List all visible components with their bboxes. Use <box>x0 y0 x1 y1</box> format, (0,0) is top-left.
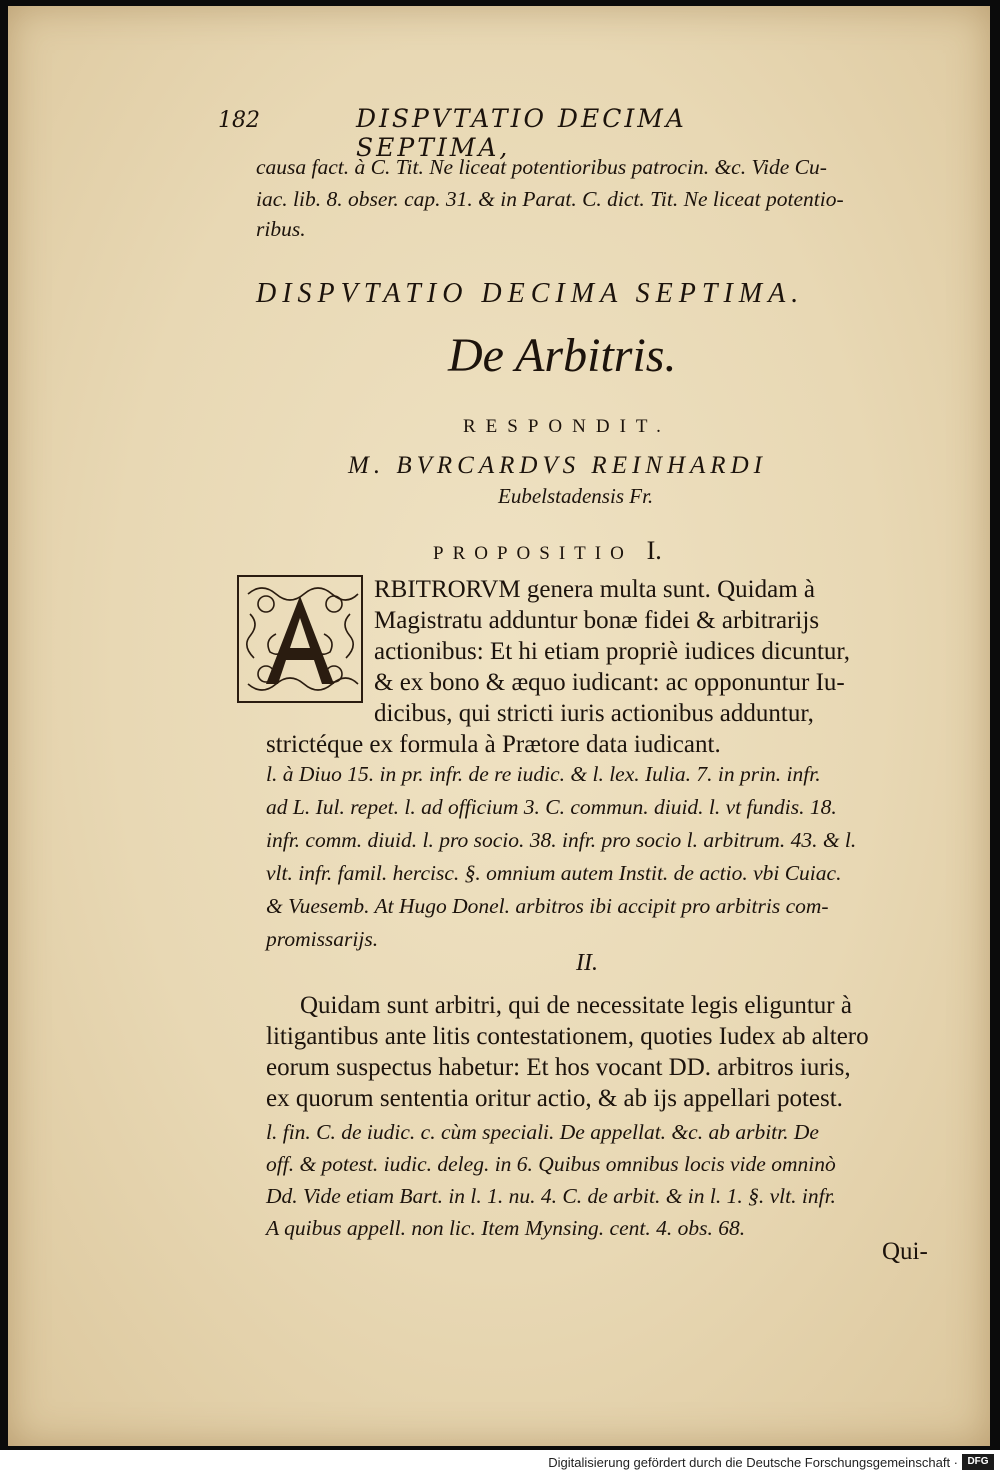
catchword: Qui- <box>882 1238 928 1265</box>
citation-line: off. & potest. iudic. deleg. in 6. Quibus omnibus locis vide omninò <box>266 1152 836 1176</box>
respondent-name: M. BVRCARDVS REINHARDI <box>348 452 767 479</box>
respondit-label: RESPONDIT. <box>463 416 671 437</box>
running-head <box>218 104 838 162</box>
text-line: Quidam sunt arbitri, qui de necessitate legis eliguntur à <box>300 992 852 1019</box>
text-line: litigantibus ante litis contestationem, quoties Iudex ab altero <box>266 1023 869 1050</box>
citation-line: A quibus appell. non lic. Item Mynsing. cent. 4. obs. 68. <box>266 1216 746 1240</box>
continuation-line: iac. lib. 8. obser. cap. 31. & in Parat. C. dict. Tit. Ne liceat potentio- <box>256 187 844 211</box>
propositio-1-text <box>374 574 939 698</box>
propositio-number: I. <box>646 536 662 565</box>
continuation-line: causa fact. à C. Tit. Ne liceat potentioribus patrocin. &c. Vide Cu- <box>256 155 827 179</box>
citation-line: promissarijs. <box>266 927 379 951</box>
citation-line: infr. comm. diuid. l. pro socio. 38. infr. pro socio l. arbitrum. 43. & l. <box>266 828 857 852</box>
citation-line: l. à Diuo 15. in pr. infr. de re iudic. & l. lex. Iulia. 7. in prin. infr. <box>266 762 821 786</box>
citation-line: Dd. Vide etiam Bart. in l. 1. nu. 4. C. de arbit. & in l. 1. §. vlt. infr. <box>266 1184 836 1208</box>
citation-line: & Vuesemb. At Hugo Donel. arbitros ibi accipit pro arbitris com- <box>266 894 829 918</box>
digitization-footer <box>0 1450 1000 1474</box>
text-line: Magistratu adduntur bonæ fidei & arbitrarijs <box>374 607 820 634</box>
propositio-1-citation <box>266 758 946 956</box>
propositio-heading <box>433 536 763 566</box>
propositio-2-number: II. <box>576 950 598 976</box>
propositio-label: PROPOSITIO <box>433 543 633 564</box>
continuation-line: ribus. <box>256 217 306 241</box>
text-line: RBITRORVM genera multa sunt. Quidam à <box>374 576 815 603</box>
respondent-origin: Eubelstadensis Fr. <box>498 484 654 508</box>
text-line: strictéque ex formula à Prætore data iudicant. <box>266 731 721 758</box>
dfg-logo-icon: DFG <box>962 1454 994 1470</box>
citation-line: ad L. Iul. repet. l. ad officium 3. C. commun. diuid. l. vt fundis. 18. <box>266 795 837 819</box>
text-line: dicibus, qui stricti iuris actionibus adduntur, <box>374 700 814 727</box>
running-title: DISPVTATIO DECIMA SEPTIMA, <box>356 104 687 162</box>
text-line: eorum suspectus habetur: Et hos vocant DD. arbitros iuris, <box>266 1054 851 1081</box>
text-line: & ex bono & æquo iudicant: ac opponuntur Iu- <box>374 669 845 696</box>
citation-line: vlt. infr. famil. hercisc. §. omnium autem Instit. de actio. vbi Cuiac. <box>266 861 842 885</box>
text-line: ex quorum sententia oritur actio, & ab ijs appellari potest. <box>266 1085 843 1112</box>
disputation-subject: De Arbitris. <box>448 329 677 382</box>
decorated-initial-icon <box>236 574 364 704</box>
propositio-2-text <box>266 990 956 1114</box>
propositio-1-text-continued <box>266 698 946 760</box>
propositio-2-citation <box>266 1116 946 1244</box>
book-page <box>8 6 990 1446</box>
page-number: 182 <box>218 108 260 133</box>
citation-line: l. fin. C. de iudic. c. cùm speciali. De appellat. &c. ab arbitr. De <box>266 1120 819 1144</box>
disputation-title: DISPVTATIO DECIMA SEPTIMA. <box>256 278 805 309</box>
funding-note: Digitalisierung gefördert durch die Deutsche Forschungsgemeinschaft · <box>548 1455 958 1470</box>
text-line: actionibus: Et hi etiam propriè iudices dicuntur, <box>374 638 850 665</box>
